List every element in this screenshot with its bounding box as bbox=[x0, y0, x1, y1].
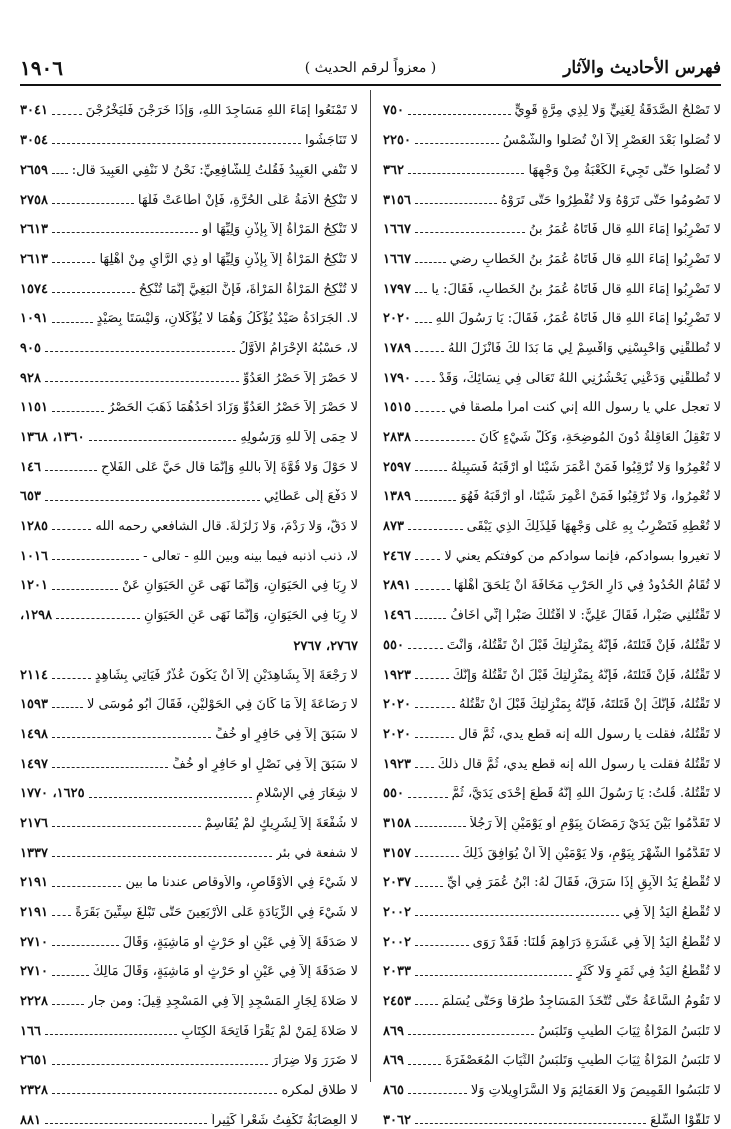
hadith-number: ٢٢٥٠ bbox=[383, 133, 411, 149]
index-entry bbox=[383, 684, 721, 714]
hadith-incipit: لا، ذنب أذنبه فيما بينه وبين اللهِ - تعالى - bbox=[143, 548, 358, 564]
hadith-number: ١٧٨٩ bbox=[383, 340, 411, 356]
leader-dots bbox=[415, 351, 444, 352]
leader-dots bbox=[52, 975, 89, 976]
hadith-number: ١٥٩٣ bbox=[20, 697, 48, 713]
index-entry-continuation bbox=[20, 624, 358, 654]
index-entry bbox=[383, 120, 721, 150]
hadith-number: ١٤٦ bbox=[20, 459, 41, 475]
hadith-incipit: لا طلاق لمكره bbox=[281, 1083, 358, 1099]
index-page bbox=[20, 56, 721, 1128]
hadith-incipit: لا تُقْطَعُ يَدُ الآبِقِ إذَا سَرَقَ، فَقَالَ لَهُ: ابْنُ عُمَرَ فِي أيِّ bbox=[447, 875, 721, 891]
hadith-number: ٢٦١٣ bbox=[20, 222, 48, 238]
index-entry bbox=[20, 179, 358, 209]
hadith-number: ٣٠٤١ bbox=[20, 103, 48, 119]
leader-dots bbox=[415, 856, 459, 857]
hadith-number: ١٣٨٩ bbox=[383, 489, 411, 505]
index-entry bbox=[383, 328, 721, 358]
hadith-incipit: لا تغيروا بسوادكم، فإنما سوادكم من كوفتكم يعني لا bbox=[444, 548, 721, 564]
hadith-number: ٥٥٠ bbox=[383, 786, 404, 802]
leader-dots bbox=[415, 500, 456, 501]
hadith-incipit: لا تَضْرِبُوا إمَاءَ اللهِ قال فَأَتَاهُ عُمَرُ بنُ bbox=[529, 222, 721, 238]
index-entry bbox=[383, 1010, 721, 1040]
hadith-incipit: لا شَيْءَ فِي الزِّيَادَةِ عَلَى الأرْبَعِينَ حَتَّى تَبْلُغَ سِتِّينَ بَقَرَةً bbox=[75, 905, 358, 920]
leader-dots bbox=[415, 559, 440, 560]
hadith-number: ٢٧١٠ bbox=[20, 934, 48, 950]
hadith-incipit: لا تَقْتُلْهُ فقلت يا رسول الله إنه قطع يدي، ثُمَّ قال ذلكَ bbox=[437, 756, 721, 772]
hadith-number: ٢٠٣٣ bbox=[383, 964, 411, 980]
index-entry bbox=[20, 713, 358, 743]
index-entry bbox=[383, 803, 721, 833]
hadith-incipit: لا تَقْتُلْهُ، فَإنْ قَتَلْتَهُ، فَإنَّهُ بِمَنْزِلَتِكَ قَبْلَ أنْ تَقْتُلَهُ، وَأنْتَ bbox=[446, 637, 721, 653]
hadith-incipit: لا تُقْطَعُ اليَدُ إلاَّ فِي عَشَرَةِ دَرَاهِمَ قُلْنَا: فَقَدْ رَوَى bbox=[472, 934, 721, 950]
index-entry bbox=[20, 209, 358, 239]
leader-dots bbox=[408, 1064, 441, 1065]
hadith-incipit: لا تَنْكِحُ المَرْأَةُ إلاَّ بِإذْنِ وَلِيِّهَا أو bbox=[202, 222, 358, 238]
index-entry bbox=[383, 595, 721, 625]
index-entry bbox=[20, 357, 358, 387]
index-entry bbox=[20, 684, 358, 714]
hadith-incipit: لا تعجل علي يا رسول الله إني كنت امرأ ملصقاً في bbox=[449, 400, 721, 416]
hadith-number: ١٣٣٧ bbox=[20, 845, 48, 861]
hadith-incipit: لا رِبَا فِي الحَيَوَانِ، وَإنَّمَا نَهَى عَنِ الحَيَوَانِ عَنْ bbox=[122, 578, 358, 594]
index-entry bbox=[383, 535, 721, 565]
hadith-number: ٥٥٠ bbox=[383, 637, 404, 653]
leader-dots bbox=[45, 381, 239, 382]
leader-dots bbox=[45, 351, 235, 352]
hadith-number: ٣٦٢ bbox=[383, 162, 404, 178]
index-entry bbox=[20, 743, 358, 773]
leader-dots bbox=[415, 440, 475, 441]
hadith-incipit: لا تَقْتُلْهُ، فَإنْ قَتَلْتَهُ، فَإنَّهُ بِمَنْزِلَتِكَ قَبْلَ أنْ تَقْتُلَهُ وَإنَّكَ bbox=[452, 667, 721, 683]
hadith-incipit: لا تَقْتُلْهُ، فَإنَّكَ إنْ قَتَلْتَهُ، فَإنَّهُ بِمَنْزِلَتِكَ قَبْلَ أنْ تَقْتُلَهُ bbox=[459, 697, 721, 713]
index-entry bbox=[20, 120, 358, 150]
hadith-incipit: لا تُطَلِّقْنِي وَدَعْنِي يَحْشُرُنِي اللهُ تَعَالَى فِي نِسَائِكَ، وَقَدْ bbox=[438, 370, 721, 386]
hadith-number: ١٢٠١ bbox=[20, 578, 48, 594]
leader-dots bbox=[415, 143, 499, 144]
hadith-number: ١٦٦٧ bbox=[383, 251, 411, 267]
hadith-number: ٧٥٠ bbox=[383, 103, 404, 119]
index-entry bbox=[20, 565, 358, 595]
index-entry bbox=[20, 535, 358, 565]
hadith-number: ١٦٦٧ bbox=[383, 222, 411, 238]
leader-dots bbox=[415, 826, 466, 827]
leader-dots bbox=[415, 1004, 438, 1005]
hadith-number: ١٦٢٥، ١٧٧٠ bbox=[20, 786, 85, 802]
index-entry bbox=[383, 743, 721, 773]
hadith-number: ٣١٥٦ bbox=[383, 192, 411, 208]
index-entry bbox=[383, 565, 721, 595]
index-entry bbox=[20, 981, 358, 1011]
leader-dots bbox=[415, 618, 447, 619]
hadith-number: ٢٠٢٠ bbox=[383, 311, 411, 327]
hadith-number: ٢١٩١ bbox=[20, 875, 48, 891]
hadith-incipit: لا تَقْتُلْهُ. قُلْتُ: يَا رَسُولَ اللهِ إنَّهُ قَطَعَ إحْدَى يَدَيَّ، ثُمَّ bbox=[451, 786, 721, 802]
leader-dots bbox=[45, 1123, 208, 1124]
index-entry bbox=[383, 90, 721, 120]
hadith-incipit: لا تَنْكِحُ الأَمَةُ عَلَى الحُرَّةِ، فَإنْ أطَاعَتْ فَلَهَا bbox=[137, 192, 358, 208]
leader-dots bbox=[52, 1004, 84, 1005]
index-entry bbox=[383, 446, 721, 476]
index-entry bbox=[383, 832, 721, 862]
index-entry bbox=[383, 981, 721, 1011]
hadith-incipit: لا تَقْتُلْهُ، فقلت يا رسول الله إنه قطع يدي، ثُمَّ قال bbox=[458, 726, 721, 742]
index-entry bbox=[20, 268, 358, 298]
leader-dots bbox=[415, 975, 572, 976]
hadith-number: ٢٠٢٠ bbox=[383, 726, 411, 742]
hadith-number: ٨٧٣ bbox=[383, 519, 404, 535]
index-entry bbox=[20, 803, 358, 833]
leader-dots bbox=[415, 767, 434, 768]
leader-dots bbox=[52, 292, 135, 293]
right-column bbox=[383, 90, 721, 1129]
leader-dots bbox=[52, 143, 301, 144]
hadith-incipit: لا تُصَلُّوا بَعْدَ العَصْرِ إلاَّ أنْ تُصَلُّوا والشَّمْسُ bbox=[502, 133, 721, 149]
index-entry bbox=[383, 179, 721, 209]
hadith-number: ٢٠٠٢ bbox=[383, 905, 411, 920]
leader-dots bbox=[45, 470, 97, 471]
leader-dots bbox=[52, 232, 198, 233]
hadith-incipit: لا تَلْبَسُ المَرْأَةُ ثِيَابَ الطِّيبِ وَتَلْبَسُ bbox=[538, 1023, 721, 1039]
hadith-number: ١٧٩٧ bbox=[383, 281, 411, 297]
index-entry bbox=[20, 149, 358, 179]
hadith-incipit: لا تَقُومُ السَّاعَةُ حَتَّى تُتَّخَذَ المَسَاجِدُ طُرُقاً وَحَتَّى يُسَلِّمَ bbox=[441, 994, 721, 1010]
index-entry bbox=[20, 417, 358, 447]
index-entry bbox=[383, 1099, 721, 1129]
hadith-incipit: لا تَلْبَسُوا القَمِيصَ وَلا العَمَائِمَ وَلا السَّرَاوِيلاتِ وَلا bbox=[470, 1083, 721, 1099]
running-title: فهرس الأحاديث والآثار bbox=[563, 58, 721, 78]
hadith-number: ١٤٩٦ bbox=[383, 608, 411, 624]
leader-dots bbox=[52, 826, 201, 827]
index-entry bbox=[383, 892, 721, 922]
leader-dots bbox=[56, 618, 140, 619]
hadith-number: ١٤٩٨ bbox=[20, 726, 48, 742]
hadith-incipit: لا تَنْفي العَبِيدُ فَقُلْتُ لِلشَّافِعِيِّ: نَحْنُ لا نَنْفِي العَبِيدَ قال: bbox=[71, 162, 358, 178]
hadith-incipit: لا شفعة في بئر bbox=[275, 845, 358, 861]
index-entry bbox=[20, 446, 358, 476]
hadith-incipit: لا صَلاةَ لِمَنْ لَمْ يَقْرَأْ فَاتِحَةَ الكِتَابِ bbox=[181, 1023, 358, 1039]
hadith-incipit: لا تُقَامُ الحُدُودُ فِي دَارِ الحَرْبِ مَخَافَةَ أنْ يَلْحَقَ أهْلَهَا bbox=[453, 578, 721, 594]
hadith-number: ٨٦٥ bbox=[383, 1083, 404, 1099]
leader-dots bbox=[415, 262, 446, 263]
hadith-incipit: لا صَدَقَةَ إلاَّ فِي عَيْنٍ أو حَرْثٍ أو مَاشِيَةٍ، وَقَالَ مَالِكٌ bbox=[92, 964, 358, 980]
hadith-number: ٢٣٢٨ bbox=[20, 1083, 48, 1099]
index-entry bbox=[383, 506, 721, 536]
hadith-incipit: لا رَضَاعَةَ إلاَّ مَا كَانَ فِي الحَوْلَيْنِ، فَقَالَ أبُو مُوسَى لا bbox=[86, 697, 358, 713]
leader-dots bbox=[52, 322, 93, 323]
hadith-incipit: لا تَضْرِبُوا إمَاءَ اللهِ قال فَأَتَاهُ عُمَرُ، فَقَالَ: يَا رَسُولَ اللهِ bbox=[435, 311, 721, 327]
hadith-incipit: لا ضَرَرَ وَلا ضِرَارَ bbox=[271, 1053, 358, 1069]
page-header bbox=[20, 56, 721, 86]
hadith-number: ١٣٦٠، ١٣٦٨ bbox=[20, 430, 85, 445]
leader-dots bbox=[52, 856, 272, 857]
hadith-incipit: لا دَفْعَ إلَى عَطَائِي bbox=[264, 489, 358, 505]
index-entry bbox=[20, 921, 358, 951]
index-entry bbox=[20, 1099, 358, 1129]
hadith-number: ٢٤٦٧ bbox=[383, 548, 411, 564]
hadith-incipit: لا رَجْعَةَ إلاَّ بِشَاهِدَيْنِ إلاَّ أنْ يَكُونَ عُذْرٌ فَيَأْتِي بِشَاهِدٍ bbox=[94, 667, 358, 683]
leader-dots bbox=[52, 1064, 268, 1065]
hadith-number: ٢١٧٦ bbox=[20, 815, 48, 831]
hadith-number: ٣٠٦٢ bbox=[383, 1112, 411, 1128]
leader-dots bbox=[415, 381, 435, 382]
hadith-incipit: لا تَقَدَّمُوا بَيْنَ يَدَيْ رَمَضَانَ بِيَوْمٍ أو يَوْمَيْنِ إلاَّ رَجُلاً bbox=[469, 815, 721, 831]
hadith-number: ٦٥٣ bbox=[20, 489, 41, 505]
index-entry bbox=[383, 357, 721, 387]
index-entry bbox=[383, 417, 721, 447]
index-entry bbox=[20, 951, 358, 981]
index-entry bbox=[383, 862, 721, 892]
leader-dots bbox=[52, 886, 122, 887]
leader-dots bbox=[52, 203, 134, 204]
hadith-incipit: لا تَصْلُحُ الصَّدَقَةُ لِغَنِيٍّ وَلا لِذِي مِرَّةٍ قَوِيٍّ bbox=[514, 103, 721, 119]
hadith-number: ٣٠٥٤ bbox=[20, 133, 48, 149]
hadith-incipit: لا تَقَدَّمُوا الشَّهْرَ بِيَوْمٍ، وَلا يَوْمَيْنِ إلاَّ أنْ يُوَافِقَ ذَلِكَ bbox=[462, 845, 721, 861]
hadith-incipit: لا تَلَقَّوْا السِّلَعَ bbox=[650, 1112, 721, 1128]
hadith-incipit: لا، حَسْبُهُ الإحْرَامُ الأَوَّلُ bbox=[238, 340, 358, 356]
leader-dots bbox=[52, 707, 83, 708]
left-column bbox=[20, 90, 358, 1129]
hadith-incipit: لا تُطَلِّقْنِي وَاحْبِسْنِي وَاقْسِمْ لِي مَا بَدَا لَكَ فَأَنْزَلَ اللهُ bbox=[447, 340, 721, 356]
hadith-incipit: لا تُعْمِرُوا وَلا تُرْقِبُوا فَمَنْ أعْمَرَ شَيْئاً أو أرْقَبَهُ فَسَبِيلُهُ bbox=[450, 459, 721, 475]
hadith-incipit: لا تَضْرِبُوا إمَاءَ اللهِ قال فَأَتَاهُ عُمَرُ بنُ الخَطَّابِ رضي bbox=[449, 251, 721, 267]
leader-dots bbox=[52, 945, 119, 946]
index-entry bbox=[20, 387, 358, 417]
leader-dots bbox=[52, 529, 91, 530]
leader-dots bbox=[415, 678, 449, 679]
leader-dots bbox=[415, 1123, 646, 1124]
index-entry bbox=[20, 506, 358, 536]
leader-dots bbox=[52, 173, 68, 174]
hadith-incipit: لا شِغَارَ فِي الإسْلامِ bbox=[256, 786, 358, 802]
index-entry bbox=[383, 1070, 721, 1100]
leader-dots bbox=[415, 322, 432, 323]
hadith-incipit: لا تَنْكِحُ المَرْأَةُ إلاَّ بِإذْنِ وَلِيِّهَا أو ذِي الرَّأْيِ مِنْ أهْلِهَا bbox=[99, 251, 358, 267]
leader-dots bbox=[52, 1093, 278, 1094]
hadith-incipit: لا تَعْقِلُ العَاقِلَةُ دُونَ المُوضِحَةِ، وَكُلُّ شَيْءٍ كَانَ bbox=[479, 430, 721, 445]
leader-dots bbox=[45, 1034, 177, 1035]
index-entry bbox=[20, 298, 358, 328]
index-entry bbox=[383, 298, 721, 328]
hadith-incipit: لا سَبَقَ إلاَّ فِي حَافِرٍ أو خُفٍّ bbox=[215, 726, 358, 742]
leader-dots bbox=[415, 707, 455, 708]
index-entry bbox=[383, 773, 721, 803]
index-entry bbox=[20, 1040, 358, 1070]
leader-dots bbox=[52, 262, 96, 263]
leader-dots bbox=[415, 737, 454, 738]
leader-dots bbox=[408, 173, 525, 174]
hadith-number: ١٠١٦ bbox=[20, 548, 48, 564]
hadith-number: ٢٧٥٨ bbox=[20, 192, 48, 208]
hadith-number: ٩٠٥ bbox=[20, 340, 41, 356]
index-entry bbox=[383, 713, 721, 743]
hadith-number: ١٤٩٧ bbox=[20, 756, 48, 772]
hadith-number: ٢٤٥٣ bbox=[383, 994, 411, 1010]
hadith-incipit: لا صَلاةَ لِجَارِ المَسْجِدِ إلاَّ فِي المَسْجِدِ قِيلَ: ومن جار bbox=[87, 994, 358, 1010]
hadith-number: ١١٥١ bbox=[20, 400, 48, 416]
leader-dots bbox=[415, 203, 497, 204]
leader-dots bbox=[408, 648, 443, 649]
hadith-incipit: لا. الجَرَادَةُ صَيْدٌ يُؤْكَلُ وَهُمَا لا يُؤْكَلانِ، وَلَيْسَتَا بِصَيْدٍ bbox=[96, 311, 358, 327]
hadith-incipit: لا حَوْلَ وَلا قُوَّةَ إلاَّ باللهِ وَإنَّمَا قال حَيَّ عَلَى الفَلاحِ bbox=[101, 459, 358, 475]
index-entry bbox=[383, 654, 721, 684]
hadith-incipit: لا دَقَّ، وَلا رَدْمَ، وَلا زَلْزَلَةَ. قال الشافعي رحمه الله bbox=[95, 519, 358, 535]
hadith-incipit: لا العِصَابَةُ تَكْفِتُ شَعْراً كَثِيراً bbox=[211, 1112, 358, 1128]
index-entry bbox=[20, 595, 358, 625]
hadith-incipit: لا شُفْعَةَ إلاَّ لِشَرِيكٍ لَمْ يُقَاسِمْ bbox=[204, 815, 358, 831]
hadith-number: ٢٠٣٧ bbox=[383, 875, 411, 891]
hadith-number: ٢٦٥١ bbox=[20, 1053, 48, 1069]
leader-dots bbox=[415, 232, 525, 233]
hadith-incipit: لا شَيْءَ فِي الأوْقَاصِ، والأوقاص عندنا ما بين bbox=[125, 875, 358, 891]
hadith-incipit: لا تَلْبَسُ المَرْأَةُ ثِيَابَ الطِّيبِ وَتَلْبَسُ الثِّيَابَ المُعَصْفَرَةَ bbox=[445, 1053, 721, 1069]
hadith-number: ٢٥٩٧ bbox=[383, 459, 411, 475]
leader-dots bbox=[89, 797, 252, 798]
leader-dots bbox=[52, 767, 168, 768]
leader-dots bbox=[408, 797, 448, 798]
leader-dots bbox=[415, 411, 445, 412]
index-entry bbox=[383, 238, 721, 268]
leader-dots bbox=[52, 411, 104, 412]
hadith-number: ١٧٩٠ bbox=[383, 370, 411, 386]
index-entry bbox=[20, 238, 358, 268]
hadith-incipit: لا سَبَقَ إلاَّ فِي نَصْلٍ أو حَافِرٍ أو خُفٍّ bbox=[172, 756, 358, 772]
hadith-incipit: لا تَصُومُوا حَتَّى تَرَوْهُ وَلا تُفْطِرُوا حَتَّى تَرَوْهُ bbox=[500, 192, 721, 208]
index-entry bbox=[383, 209, 721, 239]
leader-dots bbox=[415, 470, 447, 471]
hadith-number: ٨٦٩ bbox=[383, 1053, 404, 1069]
running-subtitle: ( معزواً لرقم الحديث ) bbox=[304, 60, 437, 76]
hadith-number: ٢٢٢٨ bbox=[20, 994, 48, 1010]
leader-dots bbox=[52, 559, 139, 560]
hadith-number: ٣١٥٨ bbox=[383, 815, 411, 831]
index-entry bbox=[383, 1040, 721, 1070]
index-entry bbox=[383, 476, 721, 506]
index-entry bbox=[20, 892, 358, 922]
leader-dots bbox=[415, 589, 450, 590]
hadith-incipit: لا تُقْطَعُ اليَدُ فِي ثَمَرٍ وَلا كَثَرٍ bbox=[576, 964, 721, 980]
hadith-number: ٨٨١ bbox=[20, 1112, 41, 1128]
hadith-incipit: لا تَقْتُلْنِي صَبْراً، فَقَالَ عَلِيٌّ: لا أقْتُلُكَ صَبْراً إنِّي أخَافُ bbox=[450, 608, 721, 624]
index-entry bbox=[20, 328, 358, 358]
index-entry bbox=[20, 654, 358, 684]
index-entry bbox=[383, 387, 721, 417]
hadith-number: ٢٧١٠ bbox=[20, 964, 48, 980]
hadith-incipit: لا رِبَا فِي الحَيَوَانِ، وَإنَّمَا نَهَى عَنِ الحَيَوَانِ bbox=[143, 608, 358, 624]
hadith-incipit: لا صَدَقَةَ إلاَّ فِي عَيْنٍ أو حَرْثٍ أو مَاشِيَةٍ، وَقَالَ bbox=[122, 934, 358, 950]
hadith-incipit: لا حِمَى إلاَّ للهِ وَرَسُولِهِ bbox=[240, 430, 358, 445]
leader-dots bbox=[415, 886, 443, 887]
hadith-incipit: لا حَصْرَ إلاَّ حَصْرُ العَدُوِّ bbox=[243, 370, 358, 386]
hadith-incipit: لا تَنَاجَشُوا bbox=[304, 133, 358, 149]
index-entry bbox=[383, 951, 721, 981]
hadith-number: ٢٦١٣ bbox=[20, 251, 48, 267]
leader-dots bbox=[52, 114, 82, 115]
leader-dots bbox=[408, 529, 463, 530]
leader-dots bbox=[415, 292, 427, 293]
hadith-number: ٢١١٤ bbox=[20, 667, 48, 683]
hadith-number: ٩٢٨ bbox=[20, 370, 41, 386]
hadith-number: ١٠٩١ bbox=[20, 311, 48, 327]
hadith-incipit: لا تَمْنَعُوا إمَاءَ اللهِ مَسَاجِدَ اللهِ، وَإذَا خَرَجْنَ فَلْيَخْرُجْنَ bbox=[85, 103, 358, 119]
hadith-incipit: لا تُعْمِرُوا، وَلا تُرْقِبُوا فَمَنْ أعْمِرَ شَيْئاً، أو أرْقَبَهُ فَهُوَ bbox=[460, 489, 721, 505]
leader-dots bbox=[52, 915, 71, 916]
leader-dots bbox=[89, 440, 237, 441]
column-divider bbox=[370, 90, 371, 1082]
hadith-incipit: لا تَضْرِبُوا إمَاءَ اللهِ قال فَأَتَاهُ عُمَرُ بنُ الخَطَّابِ، فَقَالَ: يا bbox=[431, 281, 721, 297]
index-entry bbox=[20, 773, 358, 803]
hadith-incipit: لا تُعْطِهِ فَتَضْرِبُ بِهِ عَلَى وَجْهِهَا فَلِذَلِكَ الَّذِي يَبْقَى bbox=[466, 519, 721, 535]
index-columns bbox=[20, 86, 721, 1128]
index-entry bbox=[20, 1010, 358, 1040]
page-number: ١٩٠٦ bbox=[20, 56, 63, 80]
hadith-incipit: لا تُصَلُّوا حَتَّى تَجِيءَ الكَعْبَةُ مِنْ وَجْهِهَا bbox=[528, 162, 721, 178]
leader-dots bbox=[415, 915, 619, 916]
leader-dots bbox=[408, 1034, 535, 1035]
hadith-number: ٨٦٩ bbox=[383, 1023, 404, 1039]
hadith-number: ١٩٢٣ bbox=[383, 667, 411, 683]
hadith-number: ١٦٦ bbox=[20, 1023, 41, 1039]
leader-dots bbox=[45, 500, 260, 501]
index-entry bbox=[20, 90, 358, 120]
hadith-number: ٢٨٩١ bbox=[383, 578, 411, 594]
hadith-number: ٢٧٦٧، ٢٧٦٧ bbox=[293, 639, 358, 655]
leader-dots bbox=[408, 114, 511, 115]
leader-dots bbox=[52, 678, 91, 679]
hadith-number: ٢٦٥٩ bbox=[20, 162, 48, 178]
index-entry bbox=[383, 268, 721, 298]
index-entry bbox=[383, 624, 721, 654]
hadith-number: ٢١٩١ bbox=[20, 905, 48, 920]
hadith-number: ١٢٨٥ bbox=[20, 519, 48, 535]
hadith-incipit: لا حَصْرَ إلاَّ حَصْرُ العَدُوِّ وَزَادَ أحَدُهُمَا ذَهَبَ الحَصْرُ bbox=[108, 400, 358, 416]
index-entry bbox=[383, 149, 721, 179]
leader-dots bbox=[408, 1093, 467, 1094]
hadith-number: ٢٨٣٨ bbox=[383, 430, 411, 445]
hadith-number: ١٢٩٨، bbox=[20, 608, 53, 624]
index-entry bbox=[20, 862, 358, 892]
index-entry bbox=[20, 1070, 358, 1100]
leader-dots bbox=[52, 737, 211, 738]
hadith-number: ٢٠٢٠ bbox=[383, 697, 411, 713]
hadith-incipit: لا تُقْطَعُ اليَدُ إلاَّ فِي bbox=[622, 905, 721, 920]
index-entry bbox=[383, 921, 721, 951]
hadith-number: ١٩٢٣ bbox=[383, 756, 411, 772]
hadith-number: ٢٠٠٢ bbox=[383, 934, 411, 950]
hadith-number: ٣١٥٧ bbox=[383, 845, 411, 861]
index-entry bbox=[20, 476, 358, 506]
leader-dots bbox=[415, 945, 469, 946]
hadith-incipit: لا تُنْكِحُ المَرْأَةُ المَرْأَةَ، فَإنَّ البَغِيَّ إنَّمَا تُنْكِحُ bbox=[138, 281, 358, 297]
leader-dots bbox=[52, 589, 118, 590]
hadith-number: ١٥١٥ bbox=[383, 400, 411, 416]
hadith-number: ١٥٧٤ bbox=[20, 281, 48, 297]
index-entry bbox=[20, 832, 358, 862]
